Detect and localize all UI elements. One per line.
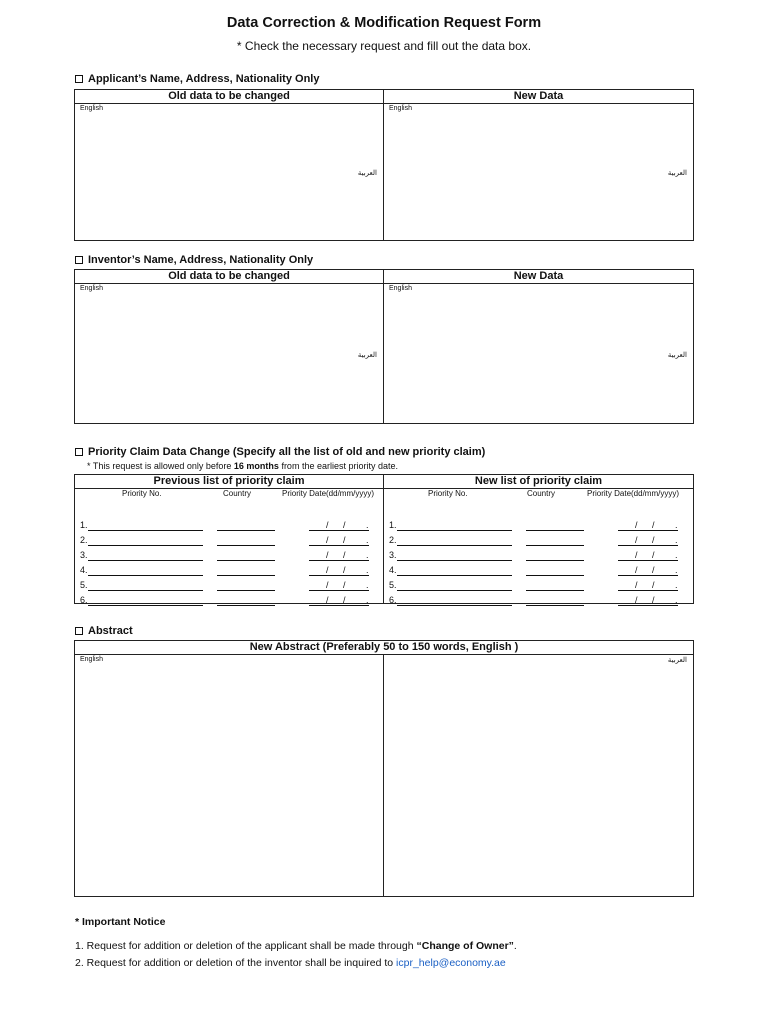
priority-date-input[interactable] xyxy=(309,590,369,591)
priority-no-input[interactable] xyxy=(397,545,512,546)
arabic-label: العربية xyxy=(667,657,687,664)
col-country: Country xyxy=(527,489,556,498)
applicant-section-heading xyxy=(75,73,319,85)
abstract-arabic-field[interactable] xyxy=(384,655,693,896)
date-separator: / xyxy=(343,580,346,590)
col-priority-date: Priority Date(dd/mm/yyyy) xyxy=(282,489,375,498)
applicant-checkbox[interactable] xyxy=(75,75,83,83)
priority-date-input[interactable] xyxy=(618,560,678,561)
notice-line-1-suffix: . xyxy=(513,940,517,952)
date-end-dot: . xyxy=(366,535,369,545)
priority-date-input[interactable] xyxy=(309,575,369,576)
date-separator: / xyxy=(343,595,346,605)
col-priority-no: Priority No. xyxy=(428,489,468,498)
date-end-dot: . xyxy=(366,580,369,590)
date-end-dot: . xyxy=(366,550,369,560)
date-end-dot: . xyxy=(675,535,678,545)
date-end-dot: . xyxy=(675,565,678,575)
form-subtitle: * Check the necessary request and fill out the data box. xyxy=(236,39,532,53)
english-label: English xyxy=(389,285,412,292)
arabic-label: العربية xyxy=(667,170,687,177)
row-number: 6. xyxy=(80,595,88,605)
country-input[interactable] xyxy=(526,605,584,606)
date-separator: / xyxy=(652,565,655,575)
date-separator: / xyxy=(343,520,346,530)
priority-date-input[interactable] xyxy=(618,590,678,591)
form-title: Data Correction & Modification Request Form xyxy=(226,15,542,31)
priority-heading-label: Priority Claim Data Change (Specify all the list of old and new priority claim) xyxy=(88,446,486,458)
applicant-new-field[interactable] xyxy=(384,104,693,240)
priority-no-input[interactable] xyxy=(397,575,512,576)
priority-row xyxy=(389,565,689,577)
priority-date-input[interactable] xyxy=(309,560,369,561)
arabic-label: العربية xyxy=(357,170,377,177)
country-input[interactable] xyxy=(526,530,584,531)
arabic-label: العربية xyxy=(357,352,377,359)
date-end-dot: . xyxy=(675,595,678,605)
notice-line-2 xyxy=(75,957,506,969)
priority-no-input[interactable] xyxy=(88,575,203,576)
date-separator: / xyxy=(326,580,329,590)
applicant-old-header: Old data to be changed xyxy=(75,90,384,103)
row-number: 3. xyxy=(80,550,88,560)
notice-line-2-prefix: 2. Request for addition or deletion of the inventor shall be inquired to xyxy=(75,957,397,969)
row-number: 4. xyxy=(80,565,88,575)
applicant-heading-label: Applicant’s Name, Address, Nationality Only xyxy=(88,73,320,85)
date-separator: / xyxy=(343,565,346,575)
priority-date-input[interactable] xyxy=(309,530,369,531)
applicant-old-field[interactable] xyxy=(75,104,384,240)
priority-note-bold: 16 months xyxy=(233,461,279,471)
priority-row xyxy=(80,550,380,562)
date-end-dot: . xyxy=(366,520,369,530)
priority-row xyxy=(80,535,380,547)
help-email-link[interactable]: icpr_help@economy.ae xyxy=(396,957,506,969)
priority-no-input[interactable] xyxy=(397,530,512,531)
row-number: 5. xyxy=(80,580,88,590)
priority-row xyxy=(389,580,689,592)
priority-no-input[interactable] xyxy=(88,530,203,531)
row-number: 2. xyxy=(80,535,88,545)
date-separator: / xyxy=(652,520,655,530)
priority-note-prefix: * This request is allowed only before xyxy=(87,461,234,471)
priority-checkbox[interactable] xyxy=(75,448,83,456)
notice-title: * Important Notice xyxy=(75,916,166,928)
date-separator: / xyxy=(652,595,655,605)
priority-note xyxy=(87,461,398,471)
country-input[interactable] xyxy=(526,560,584,561)
priority-new-column xyxy=(384,489,693,603)
row-number: 3. xyxy=(389,550,397,560)
priority-no-input[interactable] xyxy=(88,545,203,546)
country-input[interactable] xyxy=(526,545,584,546)
english-label: English xyxy=(80,656,103,663)
date-end-dot: . xyxy=(366,595,369,605)
date-separator: / xyxy=(652,550,655,560)
date-end-dot: . xyxy=(675,520,678,530)
date-separator: / xyxy=(635,535,638,545)
priority-prev-column xyxy=(75,489,384,603)
priority-row xyxy=(389,595,689,607)
col-priority-no: Priority No. xyxy=(122,489,162,498)
priority-row xyxy=(80,565,380,577)
col-priority-date: Priority Date(dd/mm/yyyy) xyxy=(587,489,680,498)
priority-row xyxy=(389,550,689,562)
row-number: 6. xyxy=(389,595,397,605)
country-input[interactable] xyxy=(217,560,275,561)
date-separator: / xyxy=(652,535,655,545)
priority-no-input[interactable] xyxy=(88,590,203,591)
priority-no-input[interactable] xyxy=(397,590,512,591)
abstract-english-field[interactable] xyxy=(75,655,384,896)
priority-no-input[interactable] xyxy=(397,605,512,606)
priority-prev-header: Previous list of priority claim xyxy=(75,475,384,488)
date-separator: / xyxy=(326,535,329,545)
date-end-dot: . xyxy=(675,550,678,560)
date-separator: / xyxy=(326,565,329,575)
notice-line-1-bold: “Change of Owner” xyxy=(416,940,514,952)
priority-no-input[interactable] xyxy=(397,560,512,561)
row-number: 4. xyxy=(389,565,397,575)
country-input[interactable] xyxy=(217,605,275,606)
priority-row xyxy=(80,595,380,607)
abstract-checkbox[interactable] xyxy=(75,627,83,635)
priority-note-suffix: from the earliest priority date. xyxy=(278,461,398,471)
priority-no-input[interactable] xyxy=(88,560,203,561)
abstract-heading-label: Abstract xyxy=(88,625,133,637)
country-input[interactable] xyxy=(526,575,584,576)
inventor-data-box xyxy=(74,269,694,424)
priority-date-input[interactable] xyxy=(618,530,678,531)
priority-new-header: New list of priority claim xyxy=(474,475,603,487)
row-number: 2. xyxy=(389,535,397,545)
country-input[interactable] xyxy=(217,545,275,546)
row-number: 5. xyxy=(389,580,397,590)
col-country: Country xyxy=(223,489,252,498)
abstract-header: New Abstract (Preferably 50 to 150 words, English ) xyxy=(249,641,519,653)
priority-section-heading xyxy=(75,446,485,458)
country-input[interactable] xyxy=(526,590,584,591)
date-separator: / xyxy=(343,550,346,560)
date-separator: / xyxy=(635,520,638,530)
row-number: 1. xyxy=(80,520,88,530)
country-input[interactable] xyxy=(217,590,275,591)
english-label: English xyxy=(389,105,412,112)
inventor-heading-label: Inventor’s Name, Address, Nationality Only xyxy=(88,254,314,266)
date-separator: / xyxy=(635,580,638,590)
applicant-new-header: New Data xyxy=(513,90,564,102)
priority-data-box xyxy=(74,474,694,604)
notice-line-1 xyxy=(75,940,517,952)
english-label: English xyxy=(80,105,103,112)
priority-row xyxy=(80,580,380,592)
priority-date-input[interactable] xyxy=(618,575,678,576)
notice-line-1-prefix: 1. Request for addition or deletion of the applicant shall be made through xyxy=(75,940,417,952)
date-separator: / xyxy=(326,520,329,530)
arabic-label: العربية xyxy=(667,352,687,359)
date-separator: / xyxy=(326,595,329,605)
inventor-old-field[interactable] xyxy=(75,284,384,423)
inventor-new-field[interactable] xyxy=(384,284,693,423)
date-separator: / xyxy=(343,535,346,545)
country-input[interactable] xyxy=(217,575,275,576)
date-separator: / xyxy=(635,550,638,560)
applicant-data-box xyxy=(74,89,694,241)
date-end-dot: . xyxy=(675,580,678,590)
inventor-checkbox[interactable] xyxy=(75,256,83,264)
english-label: English xyxy=(80,285,103,292)
date-separator: / xyxy=(635,565,638,575)
date-separator: / xyxy=(652,580,655,590)
priority-date-input[interactable] xyxy=(309,605,369,606)
priority-row xyxy=(389,520,689,532)
priority-date-input[interactable] xyxy=(618,605,678,606)
date-separator: / xyxy=(635,595,638,605)
inventor-new-header: New Data xyxy=(513,270,564,282)
country-input[interactable] xyxy=(217,530,275,531)
row-number: 1. xyxy=(389,520,397,530)
priority-row xyxy=(80,520,380,532)
abstract-section-heading xyxy=(75,625,133,637)
date-end-dot: . xyxy=(366,565,369,575)
date-separator: / xyxy=(326,550,329,560)
abstract-data-box xyxy=(74,640,694,897)
priority-date-input[interactable] xyxy=(618,545,678,546)
priority-row xyxy=(389,535,689,547)
inventor-old-header: Old data to be changed xyxy=(75,270,384,283)
priority-no-input[interactable] xyxy=(88,605,203,606)
inventor-section-heading xyxy=(75,254,313,266)
priority-date-input[interactable] xyxy=(309,545,369,546)
